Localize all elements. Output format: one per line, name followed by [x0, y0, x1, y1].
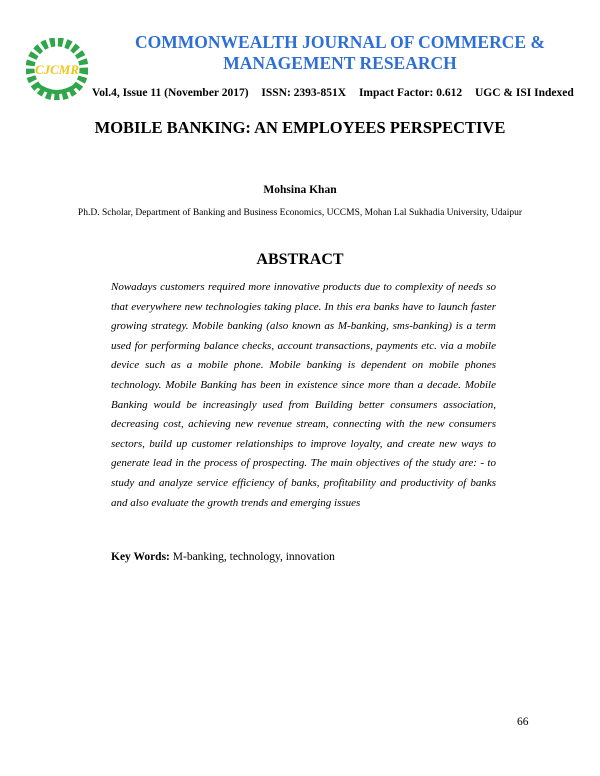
journal-title-line2: MANAGEMENT RESEARCH: [223, 53, 457, 73]
keywords: [111, 551, 511, 563]
page-number: 66: [517, 716, 529, 728]
author-affiliation: Ph.D. Scholar, Department of Banking and Business Economics, UCCMS, Mohan Lal Sukhadia University, Udaipur: [77, 208, 523, 218]
author-name: Mohsina Khan: [263, 184, 337, 196]
indexing: UGC & ISI Indexed: [474, 87, 574, 99]
volume-issue: Vol.4, Issue 11 (November 2017): [92, 87, 249, 99]
journal-title: [110, 32, 570, 74]
impact-factor: Impact Factor: 0.612: [358, 87, 463, 99]
paper-title: MOBILE BANKING: AN EMPLOYEES PERSPECTIVE: [94, 118, 506, 137]
logo-text: CJCMR: [34, 62, 80, 77]
journal-meta: [92, 87, 592, 99]
journal-title-line1: COMMONWEALTH JOURNAL OF COMMERCE &: [135, 32, 545, 52]
journal-logo: [26, 38, 88, 100]
abstract-heading: ABSTRACT: [256, 251, 344, 268]
issn: ISSN: 2393-851X: [261, 87, 347, 99]
keywords-value: M-banking, technology, innovation: [169, 551, 335, 563]
abstract-body: Nowadays customers required more innovative products due to complexity of needs so that everywhere new technologies taking place. In this era banks have to launch faster growing strategy. Mobile banking (also known as M-banking, sms-banking) is a term used for performing balance checks, account transactions, payments etc. via a mobile device such as a mobile phone. Mobile banking is dependent on mobile phones technology. Mobile Banking has been in existence since more than a decade. Mobile Banking would be increasingly used from Building better consumers association, decreasing cost, achieving new revenue stream, connecting with the new consumers sectors, build up customer relationships to improve loyalty, and create new ways to generate lead in the process of prospecting. The main objectives of the study are: - to study and analyze service efficiency of banks, profitability and productivity of banks and also evaluate the growth trends and emerging issues: [111, 281, 496, 509]
keywords-label: Key Words:: [111, 551, 170, 563]
